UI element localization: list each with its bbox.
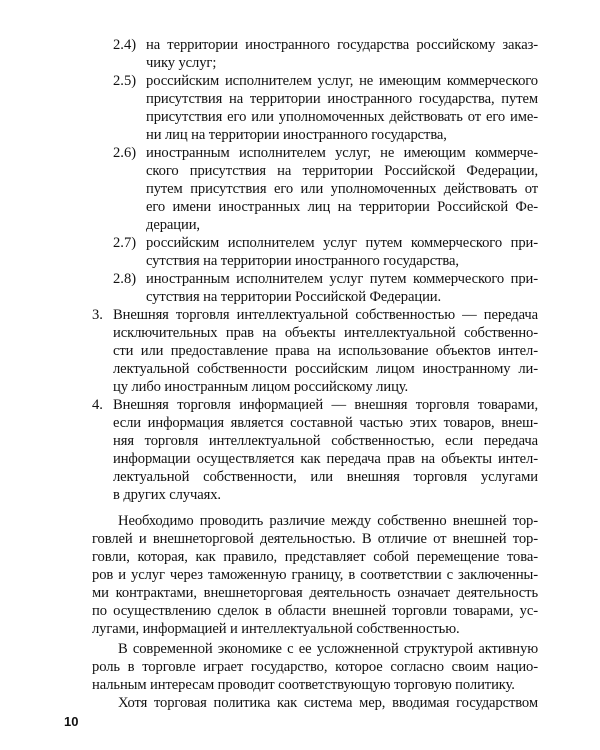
item-number: 2.5): [113, 73, 137, 89]
text-line: лектуальной собственности российским лицом иностранному ли-: [113, 361, 538, 377]
text-line: В современной экономике с ее усложненной структурой активную: [118, 641, 538, 657]
page-number: 10: [64, 714, 79, 729]
text-line: сутствия на территории Российской Федерации.: [146, 289, 442, 305]
text-line: лектуальной собственности, или внешняя торговля услугами: [113, 469, 538, 485]
item-number: 2.6): [113, 145, 137, 161]
text-line: российским исполнителем услуг, не имеющим коммерческого: [146, 73, 538, 89]
text-line: Хотя торговая политика как система мер, вводимая государством: [118, 695, 538, 711]
text-line: дерации,: [146, 217, 200, 233]
text-line: ни лиц на территории иностранного государства,: [146, 127, 447, 143]
text-line: присутствия его или уполномоченных действовать от его име-: [146, 109, 538, 125]
text-line: нальным интересам проводит соответствующую торговую политику.: [92, 677, 515, 693]
text-line: лугами, информацией и интеллектуальной собственностью.: [92, 621, 460, 637]
item-number: 2.4): [113, 37, 137, 53]
text-line: информации осуществляется как передача прав на объекты интел-: [113, 451, 538, 467]
text-line: роль в торговле играет государство, которое согласно своим нацио-: [92, 659, 538, 675]
text-line: путем присутствия его или уполномоченных действовать от: [146, 181, 538, 197]
text-line: в других случаях.: [113, 487, 221, 503]
text-line: цу либо иностранным лицом российскому лицу.: [113, 379, 409, 395]
text-line: российским исполнителем услуг путем коммерческого при-: [146, 235, 538, 251]
text-line: исключительных прав на объекты интеллектуальной собственно-: [113, 325, 538, 341]
text-line: его имени иностранных лиц на территории Российской Фе-: [146, 199, 538, 215]
item-number: 3.: [92, 307, 103, 323]
text-line: иностранным исполнителем услуг, не имеющим коммерче-: [146, 145, 538, 161]
text-line: присутствия на территории иностранного государства, путем: [146, 91, 538, 107]
text-line: иностранным исполнителем услуг путем коммерческого при-: [146, 271, 538, 287]
item-number: 2.7): [113, 235, 137, 251]
text-line: если информация является составной частью этих товаров, внеш-: [113, 415, 538, 431]
text-line: сти или предоставление права на использование объектов интел-: [113, 343, 538, 359]
text-line: няя торговля интеллектуальной собственностью, если передача: [113, 433, 538, 449]
text-line: на территории иностранного государства российскому заказ-: [146, 37, 538, 53]
item-number: 4.: [92, 397, 103, 413]
text-line: говлей и внешнеторговой деятельностью. В отличие от внешней тор-: [92, 531, 538, 547]
text-line: ского присутствия на территории Российской Федерации,: [146, 163, 538, 179]
text-line: ров и услуг через таможенную границу, в соответствии с заключенны-: [92, 567, 538, 583]
text-line: говли, которая, как правило, представляет собой перемещение това-: [92, 549, 538, 565]
text-line: чику услуг;: [146, 55, 217, 71]
text-line: Внешняя торговля информацией — внешняя торговля товарами,: [113, 397, 538, 413]
text-line: ми контрактами, внешнеторговая деятельность означает деятельность: [92, 585, 538, 601]
text-line: Необходимо проводить различие между собственно внешней тор-: [118, 513, 538, 529]
text-line: сутствия на территории иностранного государства,: [146, 253, 459, 269]
text-line: по осуществлению сделок в области внешней торговли товарами, ус-: [92, 603, 538, 619]
item-number: 2.8): [113, 271, 137, 287]
text-line: Внешняя торговля интеллектуальной собственностью — передача: [113, 307, 538, 323]
